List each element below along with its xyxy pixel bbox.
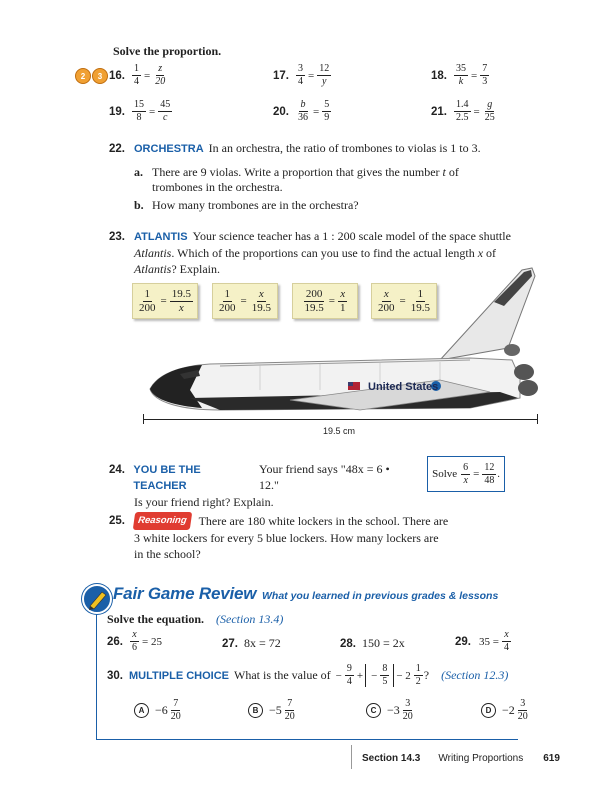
denominator: 20	[517, 711, 528, 722]
numerator: 7	[173, 698, 179, 709]
measure-line	[143, 419, 537, 420]
problem-30: 30. MULTIPLE CHOICE What is the value of − $\frac{9}{4}$ + − $\frac{8}{5}$ − 2 $\frac{1}{2}$ ? (Section 12.3)	[107, 663, 509, 687]
problem-number: 23.	[109, 231, 125, 243]
variable: x	[477, 246, 484, 260]
part-label: b.	[134, 198, 144, 212]
numerator: 3	[298, 63, 303, 74]
denominator: 20	[402, 711, 413, 722]
part-text: There are 9 violas. Write a proportion that gives the number	[152, 165, 440, 179]
choice-whole: −3	[387, 703, 400, 717]
denominator: 48	[484, 474, 495, 486]
denominator: c	[162, 112, 168, 123]
numerator: 1.4	[456, 99, 469, 110]
denominator: x	[178, 301, 184, 314]
denominator: x	[463, 474, 468, 486]
denominator: 20	[284, 711, 295, 722]
problem-number: 27.	[222, 637, 238, 650]
reasoning-tag: Reasoning	[133, 512, 192, 530]
denominator: 36	[298, 112, 308, 123]
numerator: x	[383, 287, 389, 300]
problem-24	[109, 461, 409, 510]
choice-letter: A	[134, 703, 149, 718]
space-shuttle-image	[140, 262, 560, 422]
equation-text: 150 = 2x	[362, 636, 405, 650]
denominator: 9	[324, 112, 330, 123]
problem-number: 28.	[340, 637, 356, 650]
shuttle-label: United States	[368, 381, 439, 393]
problem-number: 25.	[109, 515, 125, 527]
numerator: 5	[324, 99, 330, 110]
problem-text: of	[486, 246, 497, 260]
denominator: k	[458, 76, 464, 87]
problem-text: Your friend says "48x = 6 • 12."	[259, 462, 390, 492]
choice-whole: −2	[502, 703, 515, 717]
denominator: 1	[339, 301, 346, 314]
proportion-card-3: $\frac{200}{19.5}$ = $\frac{x}{1}$	[292, 283, 358, 319]
problem-text: 3 white lockers for every 5 blue lockers. How many lockers are	[134, 531, 439, 545]
solve-label: Solve	[432, 468, 458, 480]
problem-19: 19. $\frac{15}{8}$ = $\frac{45}{c}$	[109, 99, 171, 123]
part-text: How many trombones are in the orchestra?	[152, 198, 359, 212]
shuttle-name: Atlantis	[134, 246, 172, 260]
problem-18: 18. $\frac{35}{k}$ = $\frac{7}{3}$	[431, 63, 488, 87]
problem-number: 20.	[273, 105, 289, 118]
denominator: 25	[484, 112, 495, 123]
problem-number: 18.	[431, 69, 447, 82]
denominator: 4	[298, 76, 303, 87]
numerator: 12	[319, 63, 330, 74]
section-ref: (Section 12.3)	[441, 668, 509, 682]
problem-28	[340, 636, 405, 651]
numerator: 1	[417, 287, 424, 300]
choice-d[interactable]	[481, 699, 531, 722]
numerator: 7	[287, 698, 293, 709]
denominator: 19.5	[304, 301, 324, 314]
part-text: of	[448, 165, 459, 179]
shuttle-name: Atlantis	[134, 262, 172, 276]
denominator: 3	[482, 76, 488, 87]
numerator: 1	[144, 287, 151, 300]
pencil-icon	[84, 586, 110, 612]
numerator: 45	[160, 99, 171, 110]
numerator: 3	[405, 698, 411, 709]
badge-3: 3	[92, 68, 108, 84]
difficulty-badges	[75, 68, 108, 84]
numerator: x	[258, 287, 264, 300]
instruction-text: Solve the equation.	[107, 612, 205, 626]
numerator: z	[158, 63, 163, 74]
denominator: 4	[134, 76, 139, 87]
proportion-card-2: $\frac{1}{200}$ = $\frac{x}{19.5}$	[212, 283, 278, 319]
badge-2: 2	[75, 68, 91, 84]
part-label: a.	[134, 165, 143, 179]
numerator: 7	[482, 63, 488, 74]
problem-title: YOU BE THE TEACHER	[133, 464, 201, 492]
numerator: x	[340, 287, 346, 300]
problem-17: 17. $\frac{3}{4}$ = $\frac{12}{y}$	[273, 63, 330, 87]
problem-text: ? Explain.	[171, 262, 220, 276]
numerator: 12	[484, 461, 495, 473]
problem-21: 21. $\frac{1.4}{2.5}$ = $\frac{g}{25}$	[431, 99, 495, 123]
variable: t	[442, 165, 446, 179]
review-subtitle: What you learned in previous grades & lessons	[262, 590, 499, 602]
problem-number: 21.	[431, 105, 447, 118]
numerator: g	[487, 99, 493, 110]
denominator: 8	[136, 112, 142, 123]
problem-text: There are 180 white lockers in the school. There are	[198, 514, 449, 528]
denominator: 19.5	[410, 301, 430, 314]
choice-whole: −6	[155, 703, 168, 717]
problem-number: 17.	[273, 69, 289, 82]
equation-text: 8x = 72	[244, 636, 281, 650]
review-title: Fair Game Review	[113, 584, 257, 603]
numerator: 15	[134, 99, 144, 110]
numerator: b	[300, 99, 306, 110]
measure-tick-right	[537, 414, 538, 424]
problem-title: MULTIPLE CHOICE	[129, 669, 230, 682]
numerator: 3	[520, 698, 526, 709]
problem-22	[109, 141, 509, 213]
denominator: 200	[378, 301, 395, 314]
denominator: 19.5	[251, 301, 271, 314]
problem-text: Your science teacher has a 1 : 200 scale model of the space shuttle	[192, 229, 511, 243]
footer	[362, 753, 560, 764]
problem-29: 29. 35 = $\frac{x}{4}$	[455, 629, 509, 653]
denominator: 2.5	[456, 112, 469, 123]
problem-27	[222, 636, 281, 651]
numerator: 19.5	[171, 287, 191, 300]
choice-letter: B	[248, 703, 263, 718]
problem-text: Is your friend right? Explain.	[134, 495, 274, 509]
measure-label: 19.5 cm	[323, 426, 356, 436]
problem-number: 24.	[109, 464, 125, 476]
proportion-card-4: $\frac{x}{200}$ = $\frac{1}{19.5}$	[371, 283, 437, 319]
page-number: 619	[543, 753, 560, 764]
choice-letter: C	[366, 703, 381, 718]
numerator: 1	[224, 287, 231, 300]
problem-title: ATLANTIS	[134, 231, 188, 243]
measure-tick-left	[143, 414, 144, 424]
problem-number: 30.	[107, 669, 123, 682]
problem-text: What is the value of	[234, 668, 331, 682]
choice-letter: D	[481, 703, 496, 718]
part-text: trombones in the orchestra.	[152, 180, 283, 194]
problem-text: . Which of the proportions can you use to find the actual length	[171, 246, 475, 260]
review-icon	[82, 584, 112, 614]
section-instruction: Solve the proportion.	[113, 44, 222, 58]
problem-text: In an orchestra, the ratio of trombones to violas is 1 to 3.	[208, 141, 481, 155]
problem-text: in the school?	[134, 547, 201, 561]
review-instruction	[107, 612, 283, 627]
section-ref: (Section 13.4)	[216, 612, 284, 626]
footer-rule	[351, 745, 352, 769]
denominator: 20	[155, 76, 166, 87]
denominator: 200	[219, 301, 236, 314]
solve-box: Solve $\frac{6}{x}$ = $\frac{12}{48}$ .	[427, 456, 505, 492]
denominator: 20	[170, 711, 181, 722]
denominator: y	[321, 76, 327, 87]
problem-number: 16.	[109, 69, 125, 82]
footer-title: Writing Proportions	[438, 753, 524, 764]
problem-number: 29.	[455, 635, 471, 648]
problem-25	[109, 512, 529, 562]
problem-26: 26. $\frac{x}{6}$ = 25	[107, 629, 162, 653]
problem-title: ORCHESTRA	[134, 143, 204, 155]
numerator: 200	[305, 287, 323, 300]
problem-number: 26.	[107, 635, 123, 648]
choice-b[interactable]	[248, 699, 298, 722]
numerator: 35	[456, 63, 466, 74]
problem-number: 22.	[109, 143, 125, 155]
numerator: 1	[134, 63, 139, 74]
problem-16: 16. $\frac{1}{4}$ = $\frac{z}{20}$	[109, 63, 166, 87]
numerator: 6	[463, 461, 469, 473]
choice-whole: −5	[269, 703, 282, 717]
footer-section: Section 14.3	[362, 753, 421, 764]
choice-c[interactable]	[366, 699, 416, 722]
denominator: 200	[139, 301, 156, 314]
problem-20: 20. $\frac{b}{36}$ = $\frac{5}{9}$	[273, 99, 330, 123]
choice-a[interactable]	[134, 699, 184, 722]
proportion-card-1: $\frac{1}{200}$ = $\frac{19.5}{x}$	[132, 283, 198, 319]
problem-number: 19.	[109, 105, 125, 118]
